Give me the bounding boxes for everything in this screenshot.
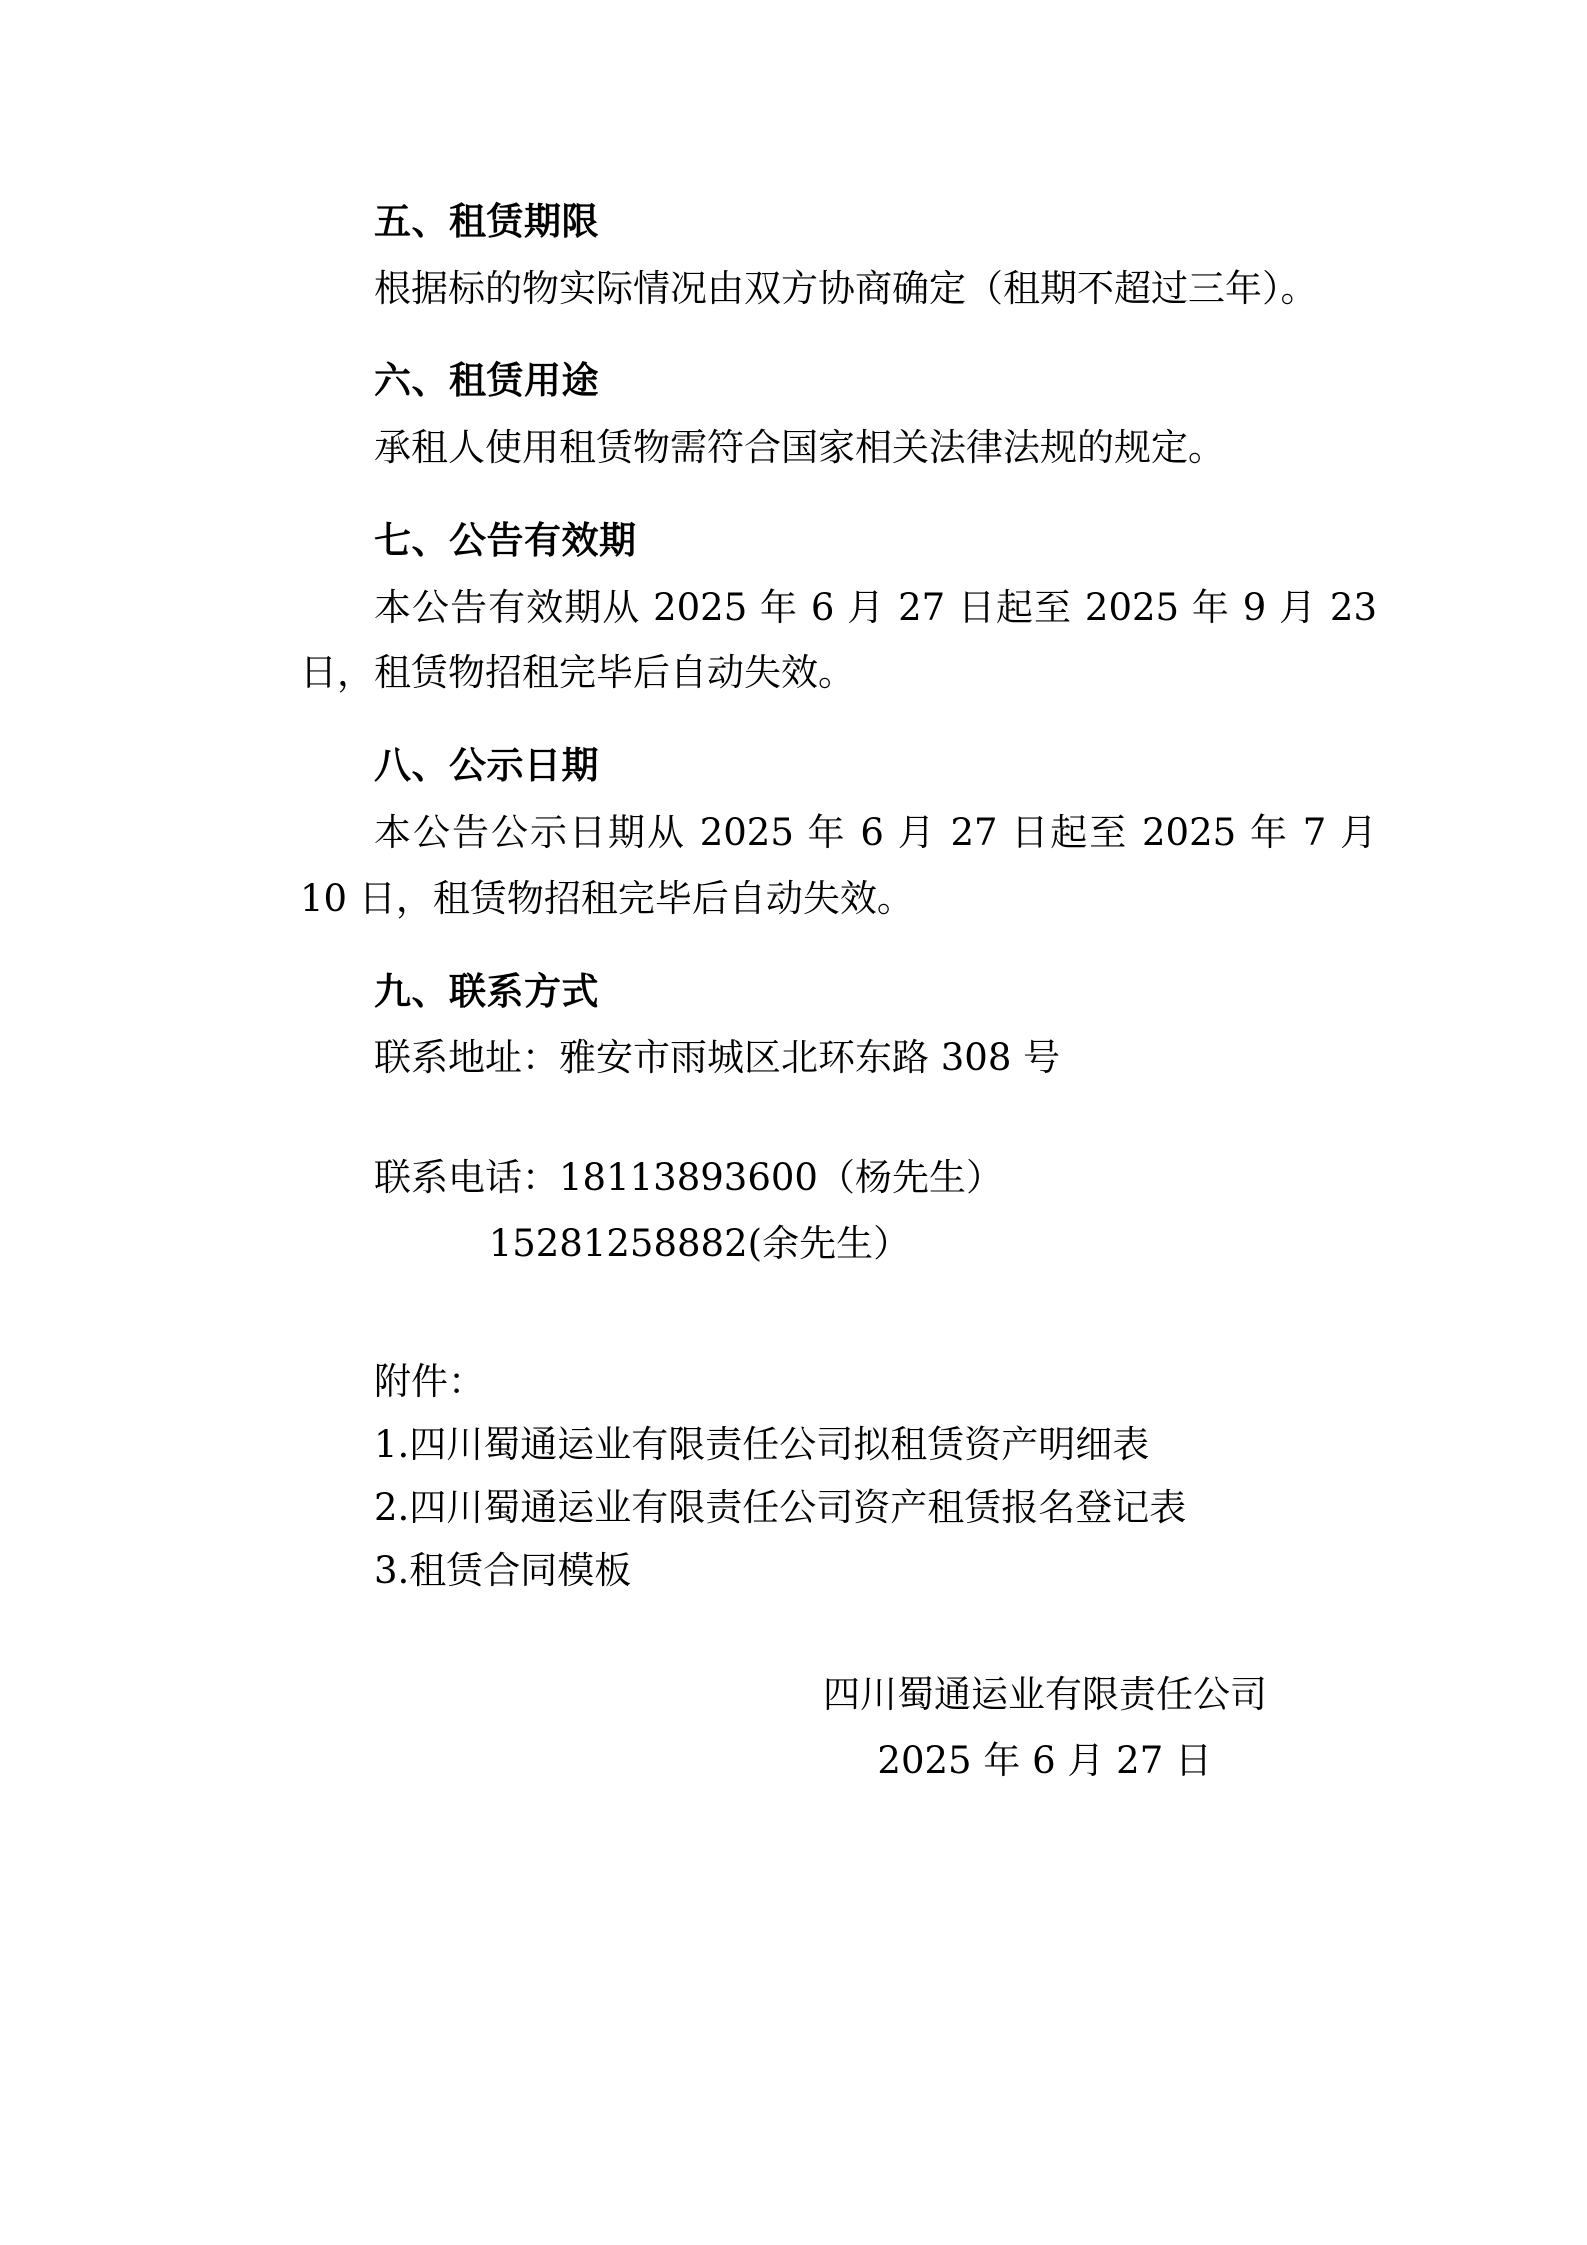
document-body	[300, 190, 1377, 1794]
section-heading-contact: 九、联系方式	[374, 969, 599, 1013]
attachments-list	[300, 1351, 1377, 1603]
attachments-label: 附件：	[374, 1359, 485, 1403]
section-body-lease-term: 根据标的物实际情况由双方协商确定（租期不超过三年）。	[374, 266, 1318, 310]
signature-block	[300, 1662, 1377, 1794]
attachment-item: 2.四川蜀通运业有限责任公司资产租赁报名登记表	[374, 1485, 1187, 1529]
contact-address: 联系地址：雅安市雨城区北环东路 308 号	[374, 1036, 1061, 1080]
attachment-item: 1.四川蜀通运业有限责任公司拟租赁资产明细表	[374, 1422, 1150, 1466]
section-heading-publicity-date: 八、公示日期	[374, 744, 599, 788]
section-heading-lease-term: 五、租赁期限	[374, 200, 599, 243]
section-heading-lease-purpose: 六、租赁用途	[374, 359, 599, 403]
spacer	[300, 934, 1377, 960]
spacer	[300, 708, 1377, 734]
contact-phone-primary: 联系电话：18113893600（杨先生）	[374, 1156, 1003, 1200]
signature-company: 四川蜀通运业有限责任公司	[823, 1673, 1267, 1717]
contact-phone-secondary: 15281258882(余先生）	[488, 1222, 911, 1265]
section-body-publicity-date: 本公告公示日期从 2025 年 6 月 27 日起至 2025 年 7 月 10 日，租赁物招租完毕后自动失效。	[300, 810, 1377, 920]
attachment-item: 3.租赁合同模板	[374, 1548, 632, 1592]
signature-date: 2025 年 6 月 27 日	[877, 1739, 1212, 1783]
section-heading-announcement-validity: 七、公告有效期	[374, 518, 637, 562]
spacer	[300, 1277, 1377, 1351]
spacer	[300, 1093, 1377, 1145]
spacer	[300, 483, 1377, 509]
section-body-announcement-validity: 本公告有效期从 2025 年 6 月 27 日起至 2025 年 9 月 23 日，租赁物招租完毕后自动失效。	[300, 585, 1377, 695]
spacer	[300, 323, 1377, 349]
section-body-lease-purpose: 承租人使用租赁物需符合国家相关法律法规的规定。	[374, 426, 1225, 470]
